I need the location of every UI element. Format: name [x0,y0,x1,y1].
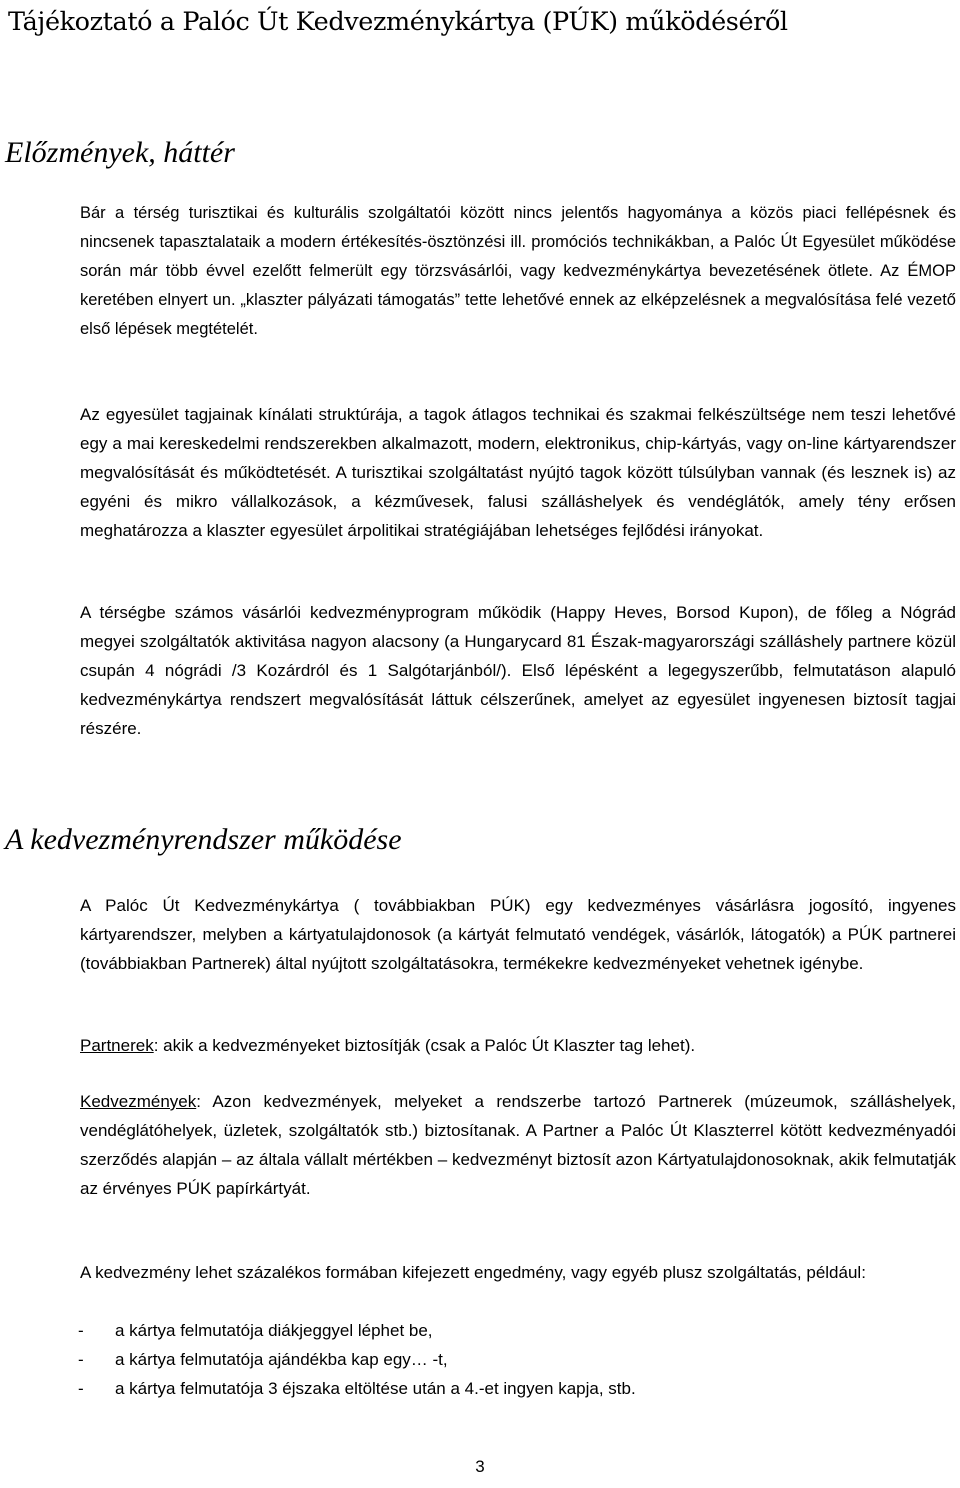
list-item [78,1374,958,1403]
paragraph-discounts [80,1087,956,1203]
page-number: 3 [475,1457,485,1476]
partners-definition: : akik a kedvezményeket biztosítják (csak a Palóc Út Klaszter tag lehet). [153,1036,696,1055]
list-item [78,1316,958,1345]
paragraph-partners [80,1031,956,1060]
section-heading-background: Előzmények, háttér [5,136,235,169]
list-item-text: a kártya felmutatója diákjeggyel léphet be, [115,1321,433,1340]
paragraph-background-1: Bár a térség turisztikai és kulturális szolgáltatói között nincs jelentős hagyománya a közös piaci fellépésnek és nincsenek tapasztalataik a modern értékesítés-ösztönzési ill. promóciós technikákban, a Palóc Út Egyesület működése során már több évvel ezelőtt felmerült egy törzsvásárlói, vagy kedvezménykártya bevezetésének ötlete. Az ÉMOP keretében elnyert un. „klaszter pályázati támogatás” tette lehetővé ennek az elképzelésnek a megvalósítása felé vezető első lépések megtételét. [80,204,956,338]
paragraph-example-intro: A kedvezmény lehet százalékos formában kifejezett engedmény, vagy egyéb plusz szolgáltatás, például: [80,1263,866,1282]
paragraph-system-intro: A Palóc Út Kedvezménykártya ( továbbiakban PÚK) egy kedvezményes vásárlásra jogosító, ingyenes kártyarendszer, melyben a kártyatulajdonosok (a kártyát felmutató vendégek, vásárlók, látogatók) a PÚK partnerei (továbbiakban Partnerek) által nyújtott szolgáltatásokra, termékekre kedvezményeket vehetnek igénybe. [80,896,956,973]
paragraph-background-3: A térségbe számos vásárlói kedvezményprogram működik (Happy Heves, Borsod Kupon), de főleg a Nógrád megyei szolgáltatók aktivitása nagyon alacsony (a Hungarycard 81 Észak-magyarországi szálláshely partnere közül csupán 4 nógrádi /3 Kozárdról és 1 Salgótarjánból/). Első lépésként a legegyszerűbb, felmutatáson alapuló kedvezménykártya rendszert megvalósítását láttuk célszerűnek, amelyet az egyesület ingyenesen biztosít tagjai részére. [80,603,956,738]
document-title: Tájékoztató a Palóc Út Kedvezménykártya (PÚK) működéséről [8,7,788,37]
term-partners: Partnerek [80,1036,154,1055]
list-dash: - [78,1379,84,1398]
paragraph-background-2: Az egyesület tagjainak kínálati struktúrája, a tagok átlagos technikai és szakmai felkészültsége nem teszi lehetővé egy a mai kereskedelmi rendszerekben alkalmazott, modern, elektronikus, chip-kártyás, vagy on-line kártyarendszer megvalósítását és működtetését. A turisztikai szolgáltatást nyújtó tagok között túlsúlyban vannak (és lesznek is) az egyéni és mikro vállalkozások, a kézművesek, falusi szálláshelyek és vendéglátók, amely tény erősen meghatározza a klaszter egyesület árpolitikai stratégiájában lehetséges fejlődési irányokat. [80,405,956,540]
example-list [78,1316,958,1403]
list-item [78,1345,958,1374]
list-item-text: a kártya felmutatója 3 éjszaka eltöltése után a 4.-et ingyen kapja, stb. [115,1379,636,1398]
section-heading-system: A kedvezményrendszer működése [5,823,402,856]
list-dash: - [78,1321,84,1340]
list-item-text: a kártya felmutatója ajándékba kap egy… -t, [115,1350,448,1369]
discounts-definition: : Azon kedvezmények, melyeket a rendszerbe tartozó Partnerek (múzeumok, szálláshelyek, vendéglátóhelyek, üzletek, szolgáltatók stb.) biztosítanak. A Partner a Palóc Út Klaszterrel kötött kedvezményadói szerződés alapján – az általa vállalt mértékben – kedvezményt biztosít azon Kártyatulajdonosoknak, akik felmutatják az érvényes PÚK papírkártyát. [80,1092,956,1198]
list-dash: - [78,1350,84,1369]
term-discounts: Kedvezmények [80,1092,197,1111]
